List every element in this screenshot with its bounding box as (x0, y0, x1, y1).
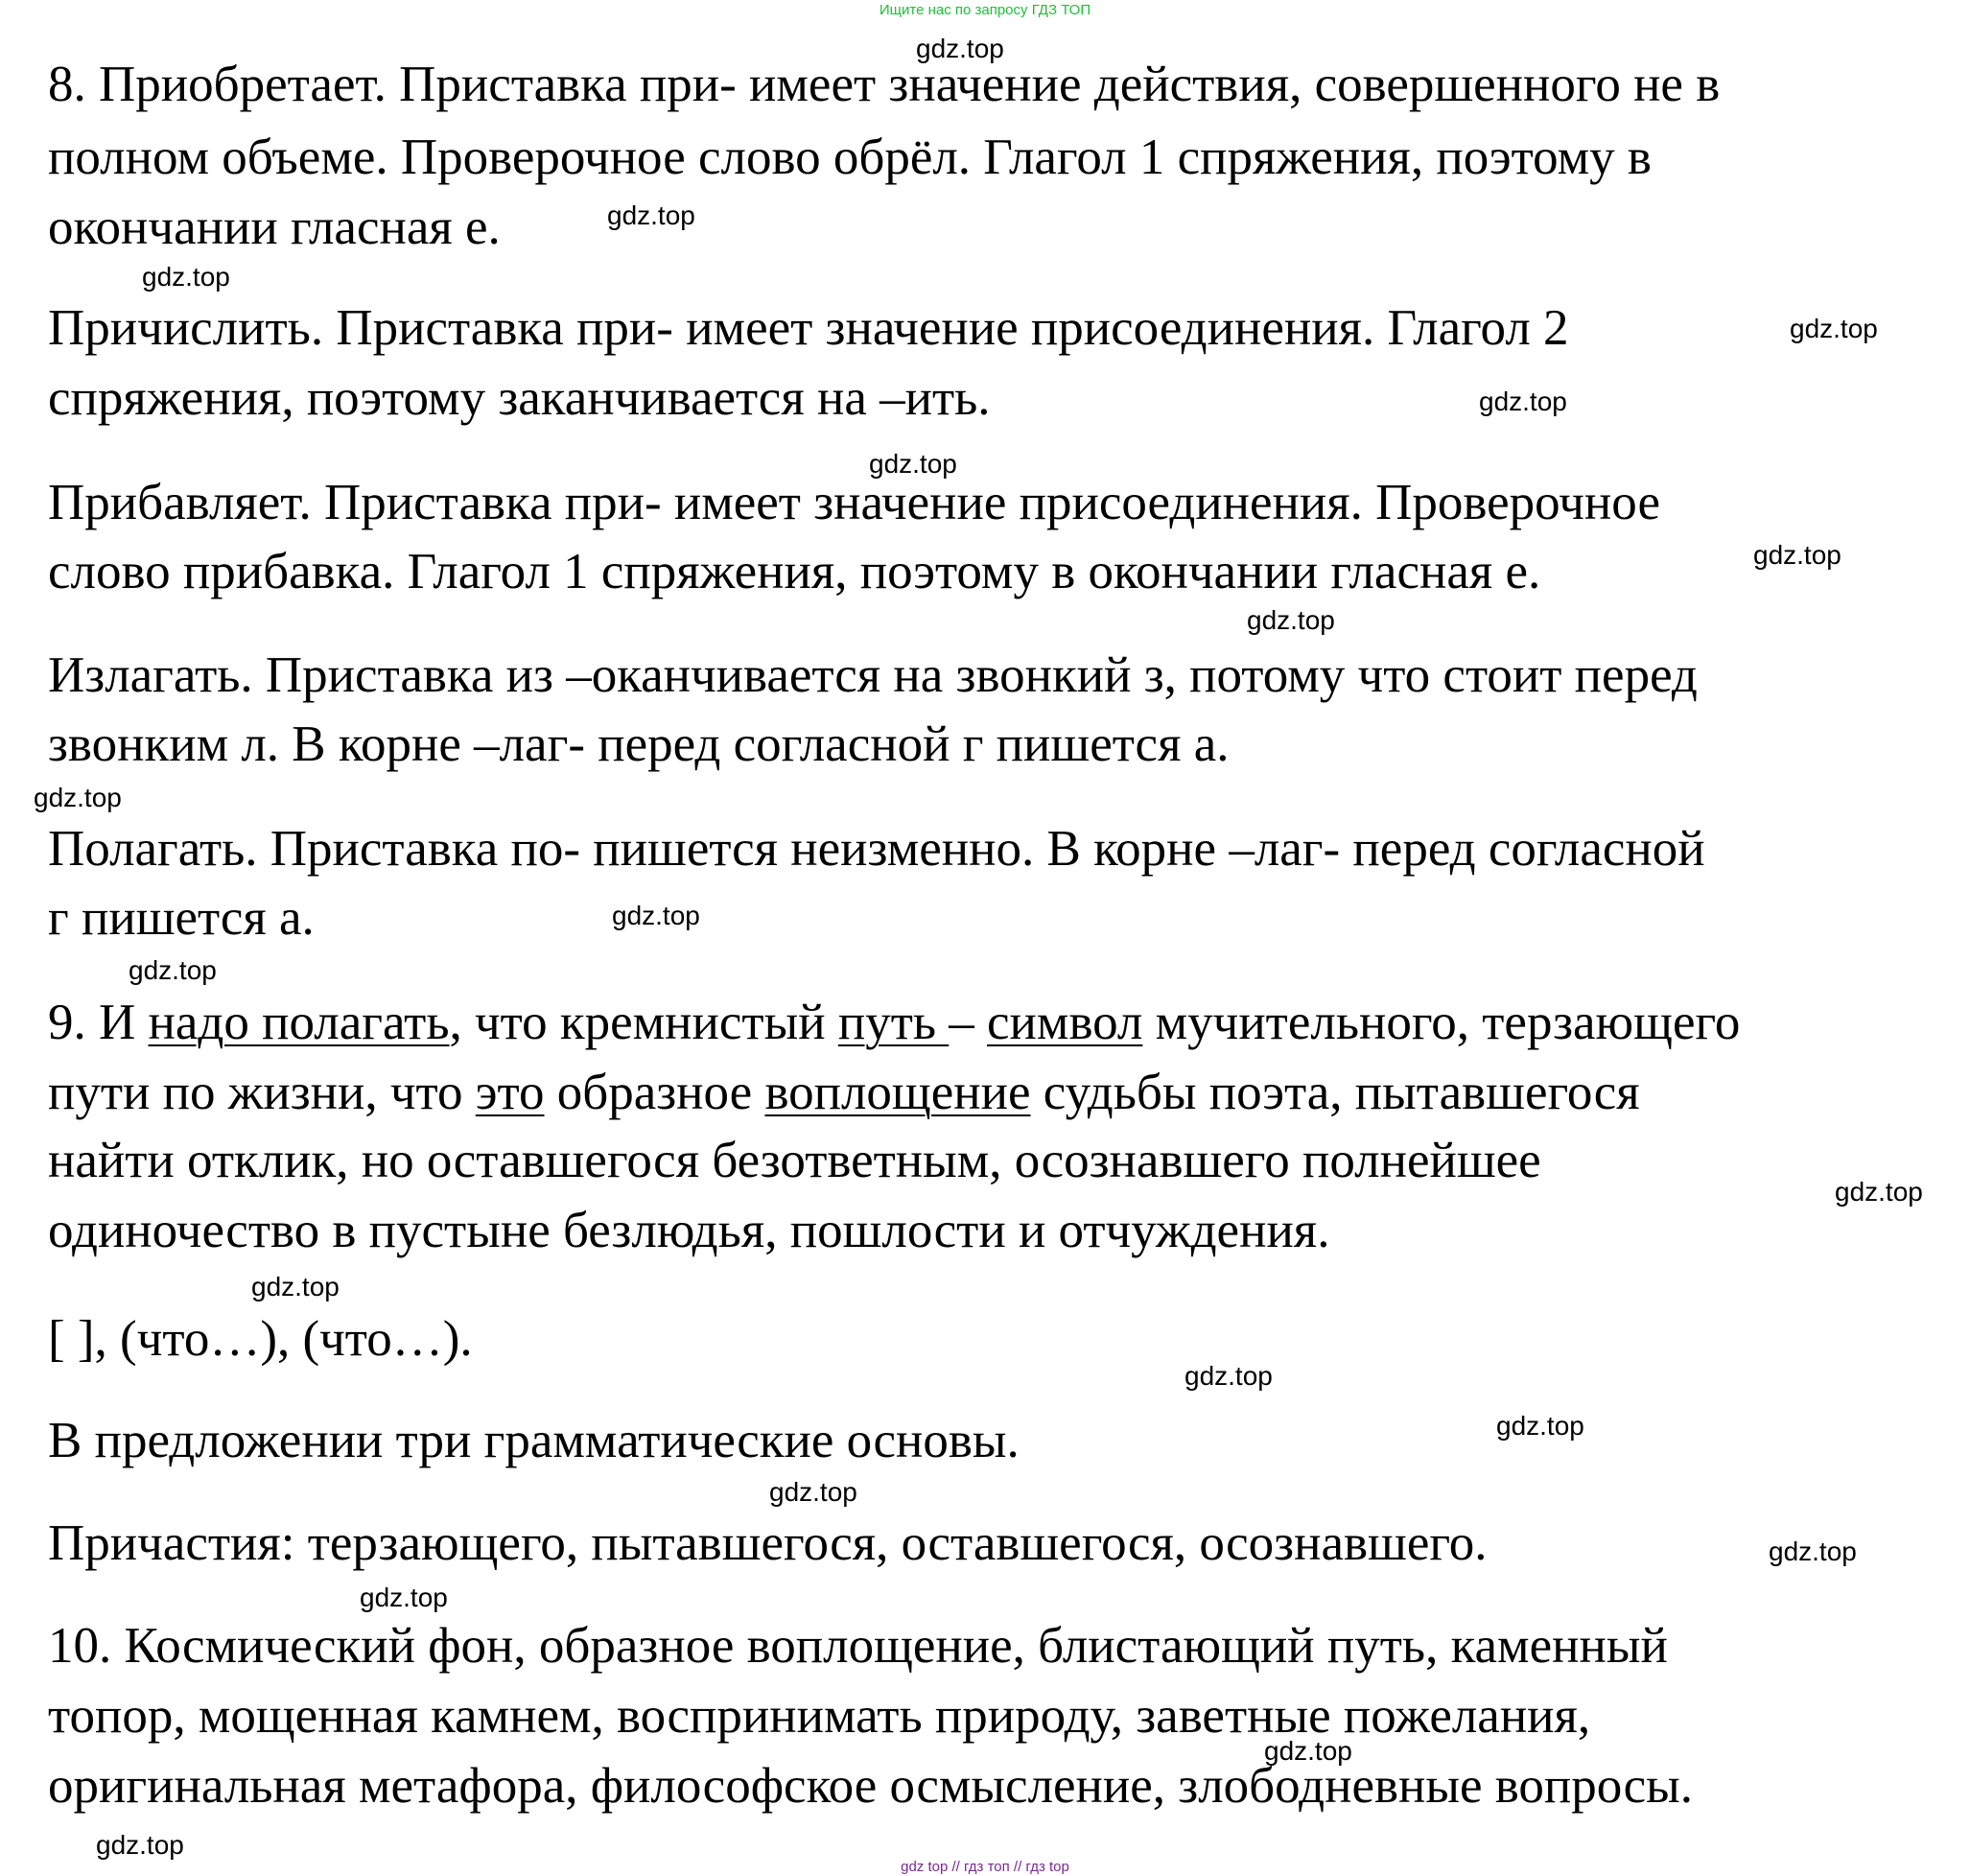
underlined-word: это (475, 1065, 545, 1120)
text-run: 9. И (48, 995, 149, 1050)
text-run: образное (544, 1065, 765, 1120)
watermark: gdz.top (1769, 1536, 1857, 1566)
paragraph-polagat-line-2: г пишется а. (48, 890, 315, 946)
participles-text: Причастия: терзающего, пытавшегося, оставшегося, осознавшего. (48, 1515, 1488, 1571)
watermark: gdz.top (142, 262, 230, 292)
paragraph-8-line-3: окончании гласная е. (48, 199, 501, 255)
watermark: gdz.top (607, 200, 695, 230)
watermark: gdz.top (769, 1477, 857, 1507)
text-run: – (949, 995, 988, 1050)
watermark: gdz.top (1790, 314, 1878, 343)
grammar-bases-text: В предложении три грамматические основы. (48, 1413, 1020, 1468)
watermark: gdz.top (129, 955, 217, 985)
watermark: gdz.top (1264, 1736, 1352, 1766)
paragraph-9-line-3: найти отклик, но оставшегося безответным, осознавшего полнейшее (48, 1133, 1541, 1188)
paragraph-8-line-1: 8. Приобретает. Приставка при- имеет значение действия, совершенного не в (48, 57, 1721, 112)
paragraph-10-line-2: топор, мощенная камнем, воспринимать природу, заветные пожелания, (48, 1688, 1591, 1744)
watermark: gdz.top (916, 34, 1004, 63)
paragraph-prichislit-line-1: Причислить. Приставка при- имеет значение присоединения. Глагол 2 (48, 300, 1569, 356)
paragraph-10-line-1: 10. Космический фон, образное воплощение, блистающий путь, каменный (48, 1618, 1668, 1674)
underlined-word: путь (837, 995, 950, 1050)
watermark: gdz.top (34, 783, 122, 812)
watermark: gdz.top (251, 1272, 340, 1301)
watermark: gdz.top (96, 1830, 184, 1860)
paragraph-izlagat-line-2: звонким л. В корне –лаг- перед согласной г пишется а. (48, 716, 1230, 772)
paragraph-9-line-2 (48, 1067, 1640, 1118)
paragraph-pribavlyaet-line-1: Прибавляет. Приставка при- имеет значение присоединения. Проверочное (48, 475, 1660, 530)
watermark: gdz.top (1247, 605, 1335, 635)
watermark: gdz.top (360, 1583, 448, 1612)
paragraph-9-line-4: одиночество в пустыне безлюдья, пошлости и отчуждения. (48, 1203, 1330, 1258)
watermark: gdz.top (612, 901, 700, 930)
sentence-scheme: [ ], (что…), (что…). (48, 1311, 473, 1367)
paragraph-8-line-2: полном объеме. Проверочное слово обрёл. Глагол 1 спряжения, поэтому в (48, 129, 1652, 185)
watermark: gdz.top (1479, 387, 1567, 416)
paragraph-10-line-3: оригинальная метафора, философское осмысление, злободневные вопросы. (48, 1758, 1693, 1814)
footer-links[interactable]: gdz top // гдз топ // гдз top (901, 1859, 1069, 1875)
paragraph-polagat-line-1: Полагать. Приставка по- пишется неизменно. В корне –лаг- перед согласной (48, 821, 1705, 877)
paragraph-prichislit-line-2: спряжения, поэтому заканчивается на –ить. (48, 370, 991, 426)
text-run: судьбы поэта, пытавшегося (1030, 1065, 1640, 1120)
text-run: пути по жизни, что (48, 1065, 476, 1120)
watermark: gdz.top (869, 449, 957, 479)
watermark: gdz.top (1496, 1411, 1584, 1441)
underlined-word: воплощение (764, 1065, 1031, 1120)
underlined-word: надо полагать (148, 995, 450, 1050)
text-run: мучительного, терзающего (1142, 995, 1741, 1050)
underlined-word: символ (987, 995, 1143, 1050)
paragraph-pribavlyaet-line-2: слово прибавка. Глагол 1 спряжения, поэтому в окончании гласная е. (48, 544, 1541, 599)
watermark: gdz.top (1835, 1177, 1923, 1207)
paragraph-izlagat-line-1: Излагать. Приставка из –оканчивается на звонкий з, потому что стоит перед (48, 647, 1698, 703)
text-run: , что кремнистый (449, 995, 838, 1050)
watermark: gdz.top (1753, 540, 1841, 570)
header-search-link[interactable]: Ищите нас по запросу ГДЗ ТОП (879, 2, 1091, 18)
watermark: gdz.top (1184, 1361, 1273, 1391)
paragraph-9-line-1 (48, 997, 1740, 1048)
